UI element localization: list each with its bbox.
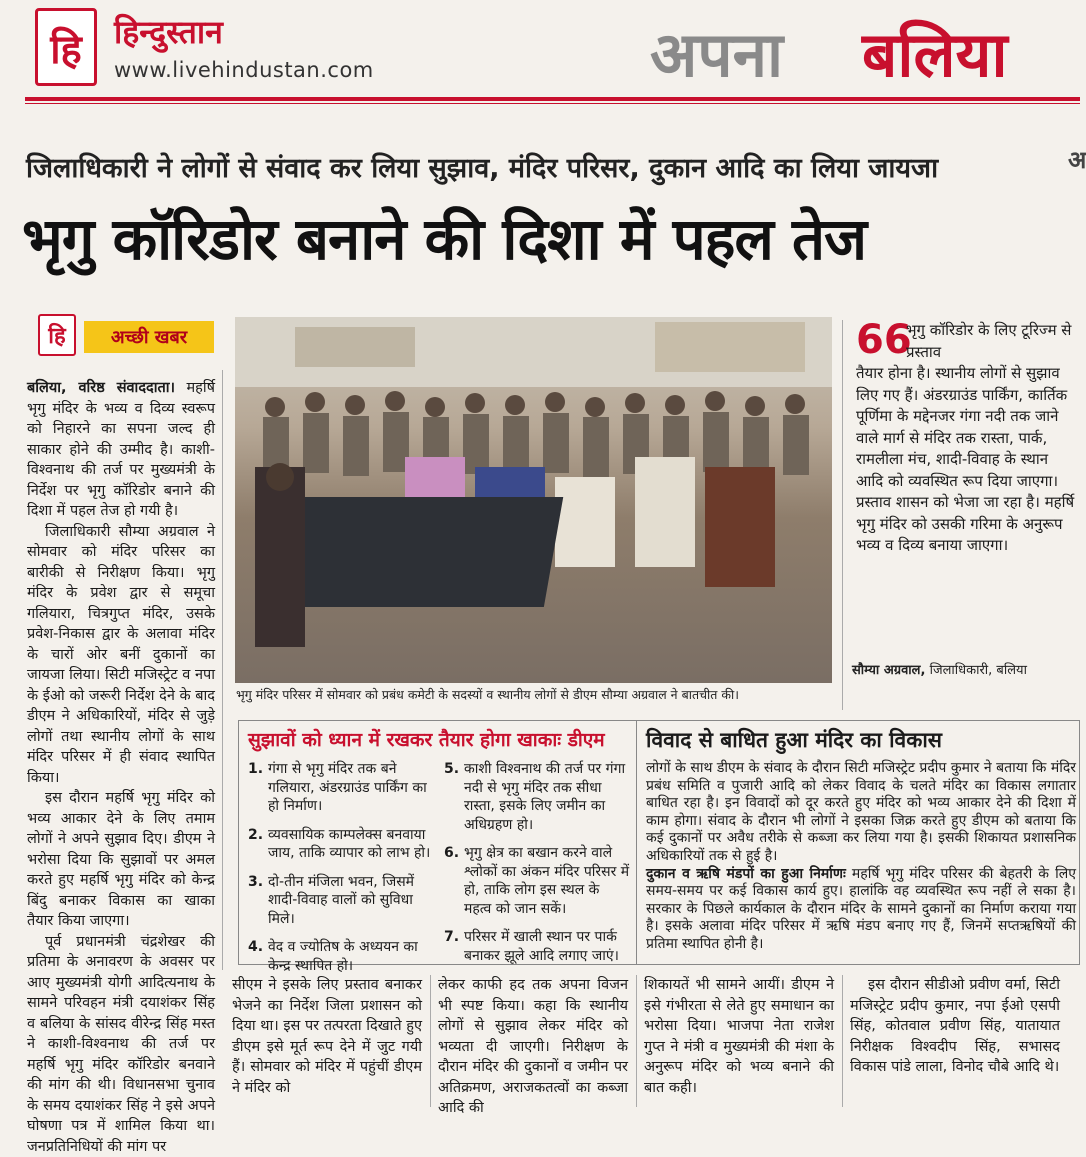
list-item: 1. गंगा से भृगु मंदिर तक बने गलियारा, अंडरग्राउंड पार्किंग का हो निर्माण। (248, 760, 434, 816)
masthead-rule-thin (25, 103, 1080, 104)
section-title-part1: अपना (650, 20, 783, 90)
column-divider (636, 975, 637, 1107)
list-item: 2. व्यवसायिक काम्पलेक्स बनवाया जाय, ताकि व्यापार को लाभ हो। (248, 826, 434, 863)
suggestion-list-left (248, 760, 434, 985)
dm-quote (856, 320, 1078, 557)
list-item: 4. वेद व ज्योतिष के अध्ययन का केन्द्र स्थापित हो। (248, 938, 434, 975)
paragraph: पूर्व प्रधानमंत्री चंद्रशेखर की प्रतिमा के अनावरण के अवसर पर आए मुख्यमंत्री योगी आदित्यनाथ के सामने परिवहन मंत्री दयाशंकर सिंह व बलिया के सांसद वीरेन्द्र सिंह मस्त ने काशी-विश्वनाथ की तर्ज पर महर्षि भृगु मंदिर कॉरिडोर बनवाने की मांग की थी। विधानसभा चुनाव के समय दयाशंकर सिंह ने इसे अपने घोषणा पत्र में शामिल किया था। जनप्रतिनिधियों की मांग पर (27, 932, 215, 1157)
list-item: 5. काशी विश्वनाथ की तर्ज पर गंगा नदी से भृगु मंदिर तक सीधा रास्ता, इसके लिए जमीन का अधिग्रहण हो। (444, 760, 630, 834)
column-divider (430, 975, 431, 1107)
quote-mark-icon: 66 (856, 322, 912, 358)
good-news-tag: अच्छी खबर (84, 321, 214, 353)
hindustan-small-logo: हि (38, 314, 76, 356)
column-divider (222, 370, 223, 970)
quote-text: तैयार होना है। स्थानीय लोगों से सुझाव लिए गए हैं। अंडरग्राउंड पार्किंग, कार्तिक पूर्णिमा के मद्देनजर गंगा नदी तक जाने वाले मार्ग से मंदिर तक रास्ता, पार्क, रामलीला मंच, शादी-विवाह के स्थान आदि को व्यवस्थित रूप दिया जाएगा। प्रस्ताव शासन को भेजा जा रहा है। महर्षि भृगु मंदिर को उसकी गरिमा के अनुरूप भव्य व दिव्य बनाया जाएगा। (856, 364, 1074, 554)
byline: बलिया, वरिष्ठ संवाददाता। (27, 380, 175, 396)
quote-attribution (852, 660, 1074, 682)
main-headline: भृगु कॉरिडोर बनाने की दिशा में पहल तेज (22, 206, 866, 272)
bottom-column-3: शिकायतें भी सामने आयीं। डीएम ने इसे गंभीरता से लेते हुए समाधान का भरोसा दिया। भाजपा नेता राजेश गुप्त ने मंत्री व मुख्यमंत्री की मंशा के अनुरूप मंदिर को भव्य बनाने की बात कही। (644, 975, 834, 1098)
quote-text-lead: भृगु कॉरिडोर के लिए टूरिज्म से प्रस्ताव (856, 320, 1078, 363)
paragraph: लोगों के साथ डीएम के संवाद के दौरान सिटी मजिस्ट्रेट प्रदीप कुमार ने बताया कि मंदिर प्रबंध समिति व पुजारी आदि को लेकर विवाद के चलते मंदिर का विकास लगातार बाधित रहा है। इन विवादों को दूर करते हुए मंदिर को भव्य आकार देने की दिशा में काम होगा। संवाद के दौरान भी लोगों ने इसका जिक्र करते हुए डीएम को बताया कि कई दुकानों पर अवैध तरीके से कब्जा कर लिया गया है। इसकी शिकायत प्रशासनिक अधिकारियों तक से हुई है। (646, 760, 1076, 866)
bottom-column-4: इस दौरान सीडीओ प्रवीण वर्मा, सिटी मजिस्ट्रेट प्रदीप कुमार, नपा ईओ एसपी सिंह, कोतवाल प्रवीण सिंह, यातायात निरीक्षक विश्वदीप सिंह, सभासद विकास पांडे लाला, विनोद चौबे आदि थे। (850, 975, 1060, 1078)
suggestions-box-title: सुझावों को ध्यान में रखकर तैयार होगा खाकाः डीएम (248, 726, 605, 752)
website-url: www.livehindustan.com (114, 58, 374, 82)
paragraph: जिलाधिकारी सौम्या अग्रवाल ने सोमवार को मंदिर परिसर का बारीकी से निरीक्षण किया। भृगु मंदिर के प्रवेश द्वार से समूचा गलियारा, चित्रगुप्त मंदिर, उसके प्रवेश-निकास द्वार के अलावा मंदिर के चारों ओर बनीं दुकानों का जायजा लिया। सिटी मजिस्ट्रेट व नपा के ईओ को जरूरी निर्देश देने के बाद डीएम ने अधिकारियों, मंदिर से जुड़े लोगों तथा स्थानीय लोगों के साथ मंदिर परिसर में ही संवाद स्थापित किया। (27, 522, 215, 789)
paragraph: इस दौरान महर्षि भृगु मंदिर को भव्य आकार देने के लिए तमाम लोगों ने अपने सुझाव दिए। डीएम ने भरोसा दिया कि सुझावों पर अमल करते हुए महर्षि भृगु मंदिर को केन्द्र बिंदु बनाकर विकास का खाका तैयार किया जाएगा। (27, 788, 215, 932)
dispute-box-title: विवाद से बाधित हुआ मंदिर का विकास (646, 726, 942, 754)
photo-caption: भृगु मंदिर परिसर में सोमवार को प्रबंध कमेटी के सदस्यों व स्थानीय लोगों से डीएम सौम्या अग्रवाल ने बातचीत की। (236, 686, 836, 703)
logo-letter: हि (50, 20, 82, 75)
hindustan-logo (35, 8, 97, 86)
list-item: 3. दो-तीन मंजिला भवन, जिसमें शादी-विवाह वालों को सुविधा मिले। (248, 873, 434, 929)
kicker-headline: जिलाधिकारी ने लोगों से संवाद कर लिया सुझाव, मंदिर परिसर, दुकान आदि का लिया जायजा (26, 148, 938, 185)
paragraph: बलिया, वरिष्ठ संवाददाता। महर्षि भृगु मंदिर के भव्य व दिव्य स्वरूप को निहारने का सपना जल्द ही साकार होने की उम्मीद है। काशी-विश्वनाथ की तर्ज पर मुख्यमंत्री के निर्देश पर भृगु कॉरिडोर बनाने की दिशा में पहल तेज हो गयी है। (27, 378, 215, 522)
dispute-box-text (646, 760, 1076, 954)
paragraph: दुकान व ऋषि मंडपों का हुआ निर्माणः महर्षि भृगु मंदिर परिसर की बेहतरी के लिए समय-समय पर कई विकास कार्य हुए। हालांकि वह व्यवस्थित रूप नहीं ले सका है। सरकार के पिछले कार्यकाल के दौरान मंदिर के सामने दुकानों का निर्माण कराया गया है। इसके अलावा मंदिर परिसर में ऋषि मंडप बनाए गए हैं, जिनमें सप्तऋषियों की प्रतिमा स्थापित होनी है। (646, 866, 1076, 954)
adjacent-column-fragment: अ (1068, 150, 1080, 175)
brand-name: हिन्दुस्तान (114, 10, 223, 53)
quote-role: जिलाधिकारी, बलिया (930, 663, 1027, 678)
column-divider (842, 975, 843, 1107)
suggestion-list-right (444, 760, 630, 975)
bottom-column-2: लेकर काफी हद तक अपना विजन भी स्पष्ट किया। कहा कि स्थानीय लोगों से सुझाव लेकर मंदिर को भव्यता दी जाएगी। निरीक्षण के दौरान मंदिर की दुकानों व जमीन पर अतिक्रमण, अराजकतत्वों का कब्जा आदि की (438, 975, 628, 1119)
list-item: 7. परिसर में खाली स्थान पर पार्क बनाकर झूले आदि लगाए जाएं। (444, 928, 630, 965)
box-divider (636, 720, 637, 965)
masthead-rule (25, 97, 1080, 101)
column-divider (842, 320, 843, 710)
quote-name: सौम्या अग्रवाल, (852, 663, 925, 678)
list-item: 6. भृगु क्षेत्र का बखान करने वाले श्लोकों का अंकन मंदिर परिसर में हो, ताकि लोग इस स्थल के महत्व को जान सकें। (444, 844, 630, 918)
left-column-text (27, 378, 215, 1157)
news-photo (235, 317, 832, 683)
crowd-meeting-image (235, 317, 832, 683)
bottom-column-1: सीएम ने इसके लिए प्रस्ताव बनाकर भेजने का निर्देश जिला प्रशासन को दिया था। इस पर तत्परता दिखाते हुए डीएम इसे मूर्त रूप देने में जुट गयी हैं। सोमवार को मंदिर में पहुंचीं डीएम ने मंदिर को (232, 975, 422, 1098)
subhead: दुकान व ऋषि मंडपों का हुआ निर्माणः (646, 866, 846, 882)
section-title-part2: बलिया (862, 20, 1008, 90)
